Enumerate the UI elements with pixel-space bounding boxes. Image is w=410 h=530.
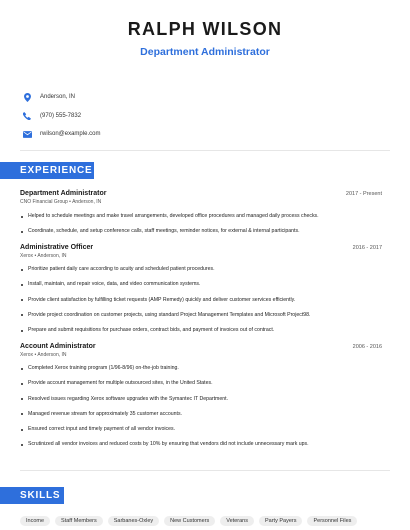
bullet-item: Coordinate, schedule, and setup conference calls, staff meetings, reminder notices, for external & internal participants. bbox=[20, 224, 382, 239]
contact-phone bbox=[22, 107, 410, 125]
bullet-item: Scrutinized all vendor invoices and reduced costs by 10% by ensuring that vendors did not include unnecessary mark ups. bbox=[20, 437, 382, 452]
skill-tag: Income bbox=[20, 516, 50, 526]
job-company: Xerox bbox=[20, 253, 34, 259]
bullet-item: Helped to schedule meetings and make travel arrangements, developed office procedures and managed daily process checks. bbox=[20, 209, 382, 224]
bullet-item: Completed Xerox training program (1/96-8/96) on-the-job training. bbox=[20, 361, 382, 376]
skill-tag: New Customers bbox=[164, 516, 215, 526]
job-company: Xerox bbox=[20, 352, 34, 358]
job-company-line: Xerox • Anderson, IN bbox=[20, 352, 67, 358]
job-company-line: Xerox • Anderson, IN bbox=[20, 253, 67, 259]
job-bullets bbox=[20, 262, 382, 338]
job-location: Anderson, IN bbox=[37, 253, 67, 259]
job-dates: 2017 - Present bbox=[345, 191, 382, 197]
skills-list bbox=[20, 516, 400, 526]
job-bullets bbox=[20, 209, 382, 240]
job-bullets bbox=[20, 361, 382, 453]
skill-tag: Personnel Files bbox=[307, 516, 357, 526]
bullet-item: Managed revenue stream for approximately 35 customer accounts. bbox=[20, 407, 382, 422]
skills-heading: SKILLS bbox=[0, 487, 64, 504]
map-pin-icon bbox=[22, 92, 32, 102]
job-title: Account Administrator bbox=[20, 343, 96, 350]
resume-header bbox=[0, 0, 410, 58]
job-entry bbox=[20, 190, 382, 240]
bullet-item: Install, maintain, and repair voice, data, and video communication systems. bbox=[20, 277, 382, 292]
job-location: Anderson, IN bbox=[72, 199, 102, 205]
divider bbox=[20, 470, 390, 471]
experience-heading: EXPERIENCE bbox=[0, 162, 94, 179]
job-company-line: CNO Financial Group • Anderson, IN bbox=[20, 199, 102, 205]
divider bbox=[20, 150, 390, 151]
job-entry bbox=[20, 244, 382, 338]
bullet-item: Prepare and submit requisitions for purchase orders, contract bids, and payment of invoices out of contract. bbox=[20, 323, 382, 338]
bullet-item: Resolved issues regarding Xerox software upgrades with the Symantec IT Department. bbox=[20, 392, 382, 407]
bullet-item: Provide client satisfaction by fulfilling ticket requests (AMP Remedy) quickly and deliver customer services efficiently. bbox=[20, 293, 382, 308]
candidate-title: Department Administrator bbox=[140, 46, 270, 58]
skill-tag: Staff Members bbox=[55, 516, 103, 526]
phone-icon bbox=[22, 111, 32, 121]
job-company: CNO Financial Group bbox=[20, 199, 68, 205]
skill-tag: Party Payers bbox=[259, 516, 302, 526]
skill-tag: Sarbanes-Oxley bbox=[108, 516, 159, 526]
job-dates: 2016 - 2017 bbox=[352, 245, 382, 251]
candidate-name: RALPH WILSON bbox=[127, 19, 283, 39]
job-location: Anderson, IN bbox=[37, 352, 67, 358]
bullet-item: Prioritize patient daily care according to acuity and scheduled patient procedures. bbox=[20, 262, 382, 277]
location-text: Anderson, IN bbox=[40, 94, 76, 100]
skill-tag: Veterans bbox=[220, 516, 254, 526]
contact-location bbox=[22, 88, 410, 106]
bullet-item: Ensured correct input and timely payment of all vendor invoices. bbox=[20, 422, 382, 437]
envelope-icon bbox=[22, 129, 32, 139]
bullet-item: Provide project coordination on customer projects, using standard Project Management Templates and Microsoft Project98. bbox=[20, 308, 382, 323]
job-dates: 2006 - 2016 bbox=[352, 344, 382, 350]
email-text: rwilson@example.com bbox=[40, 131, 101, 137]
job-title: Department Administrator bbox=[20, 190, 107, 197]
bullet-item: Provide account management for multiple outsourced sites, in the United States. bbox=[20, 376, 382, 391]
job-title: Administrative Officer bbox=[20, 244, 94, 251]
job-entry bbox=[20, 343, 382, 453]
contact-list bbox=[22, 88, 410, 143]
phone-text: (970) 555-7832 bbox=[40, 112, 82, 119]
contact-email bbox=[22, 125, 410, 143]
